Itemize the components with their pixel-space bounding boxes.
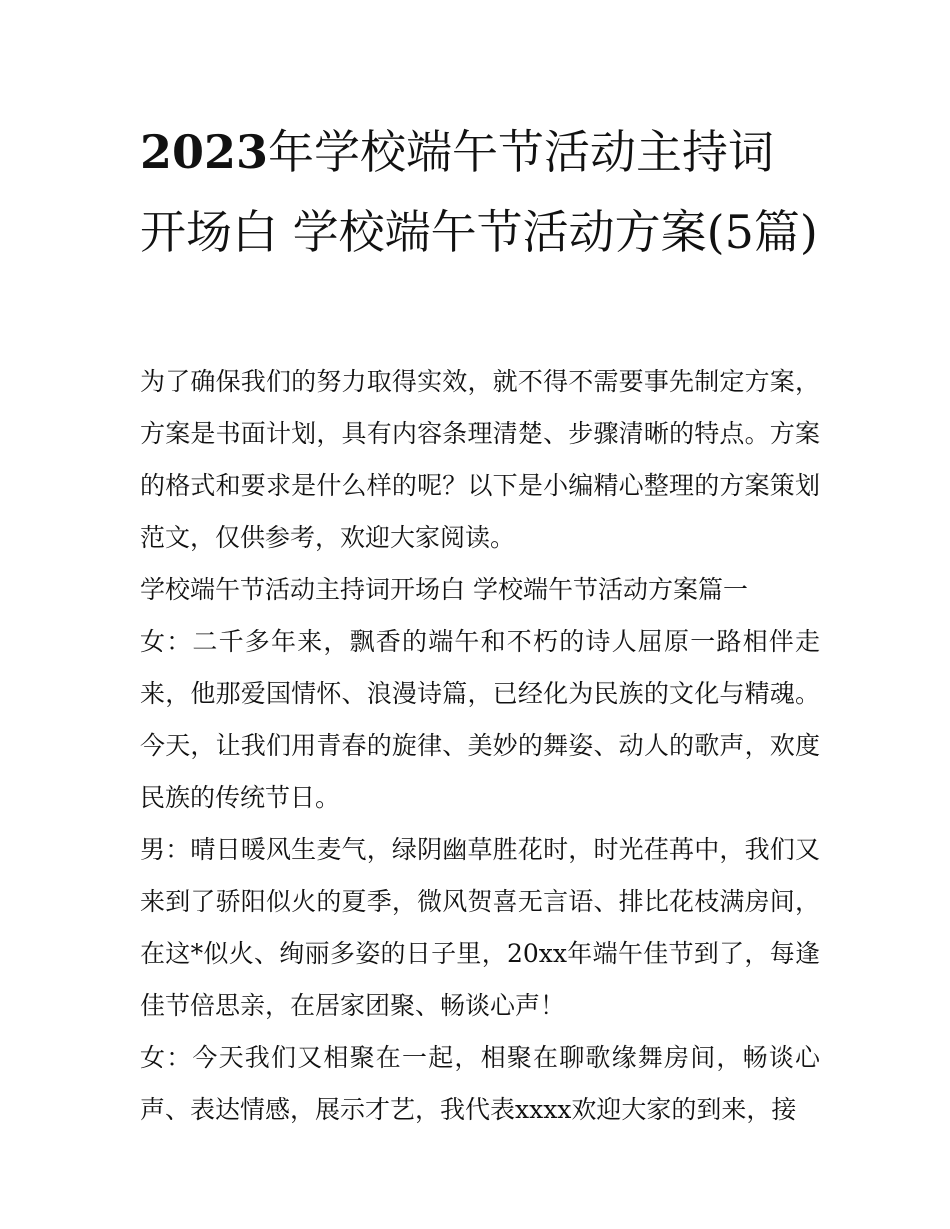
female-host-paragraph-2: 女：今天我们又相聚在一起，相聚在聊歌缘舞房间，畅谈心声、表达情感，展示才艺，我代表xxxx欢迎大家的到来，接 (140, 1043, 820, 1124)
male-host-paragraph-1: 男：晴日暖风生麦气，绿阴幽草胜花时，时光荏苒中，我们又来到了骄阳似火的夏季，微风贺喜无言语、排比花枝满房间，在这*似火、绚丽多姿的日子里，20xx年端午佳节到了，每逢佳节倍思亲，在居家团聚、畅谈心声！ (140, 835, 820, 1020)
document-title: 2023年学校端午节活动主持词开场白 学校端午节活动方案(5篇) (140, 125, 818, 259)
section-heading: 学校端午节活动主持词开场白 学校端午节活动方案篇一 (140, 575, 748, 604)
intro-paragraph: 为了确保我们的努力取得实效，就不得不需要事先制定方案，方案是书面计划，具有内容条理清楚、步骤清晰的特点。方案的格式和要求是什么样的呢？以下是小编精心整理的方案策划范文，仅供参考，欢迎大家阅读。 (140, 367, 820, 552)
document-body (140, 356, 820, 1136)
title-year: 2023 (140, 125, 269, 179)
female-host-paragraph-1: 女：二千多年来，飘香的端午和不朽的诗人屈原一路相伴走来，他那爱国情怀、浪漫诗篇，已经化为民族的文化与精魂。今天，让我们用青春的旋律、美妙的舞姿、动人的歌声，欢度民族的传统节日。 (140, 627, 820, 812)
